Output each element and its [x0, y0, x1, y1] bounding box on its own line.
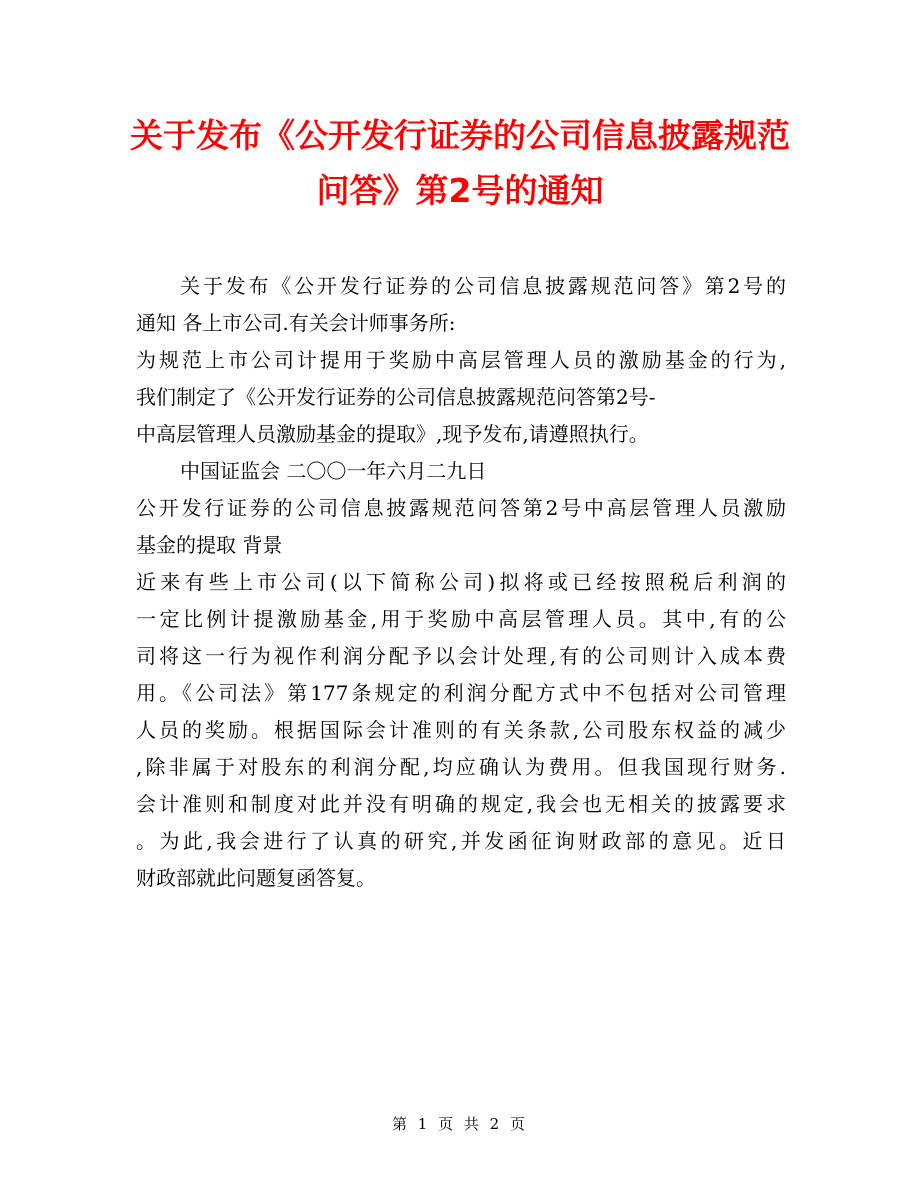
body-line-4: 我们制定了《公开发行证券的公司信息披露规范问答第2号- — [136, 385, 656, 409]
body-line-2: 通知 各上市公司.有关会计师事务所: — [136, 311, 456, 335]
document-body — [136, 268, 786, 897]
body-line-12: 用。《公司法》第177条规定的利润分配方式中不包括对公司管理 — [136, 681, 786, 705]
body-line-10: 一定比例计提激励基金,用于奖励中高层管理人员。其中,有的公 — [136, 607, 786, 631]
body-line-14: ,除非属于对股东的利润分配,均应确认为费用。但我国现行财务. — [136, 755, 786, 779]
document-title — [120, 108, 800, 218]
body-line-9: 近来有些上市公司(以下简称公司)拟将或已经按照税后利润的 — [136, 570, 786, 594]
body-line-6: 中国证监会 二〇〇一年六月二九日 — [180, 459, 487, 483]
body-line-15: 会计准则和制度对此并没有明确的规定,我会也无相关的披露要求 — [136, 792, 786, 816]
title-line-2: 问答》第2号的通知 — [316, 171, 604, 210]
body-line-17: 财政部就此问题复函答复。 — [136, 866, 376, 890]
body-line-3: 为规范上市公司计提用于奖励中高层管理人员的激励基金的行为, — [136, 348, 786, 372]
title-line-1: 关于发布《公开发行证券的公司信息披露规范 — [130, 116, 790, 155]
body-line-1: 关于发布《公开发行证券的公司信息披露规范问答》第2号的 — [180, 274, 786, 298]
body-line-5: 中高层管理人员激励基金的提取》,现予发布,请遵照执行。 — [136, 422, 649, 446]
body-line-16: 。为此,我会进行了认真的研究,并发函征询财政部的意见。近日 — [136, 829, 786, 853]
body-line-8: 基金的提取 背景 — [136, 533, 283, 557]
body-line-11: 司将这一行为视作利润分配予以会计处理,有的公司则计入成本费 — [136, 644, 786, 668]
page-number-footer: 第 1 页 共 2 页 — [392, 1115, 528, 1133]
body-line-13: 人员的奖励。根据国际会计准则的有关条款,公司股东权益的减少 — [136, 718, 786, 742]
body-line-7: 公开发行证券的公司信息披露规范问答第2号中高层管理人员激励 — [136, 496, 786, 520]
